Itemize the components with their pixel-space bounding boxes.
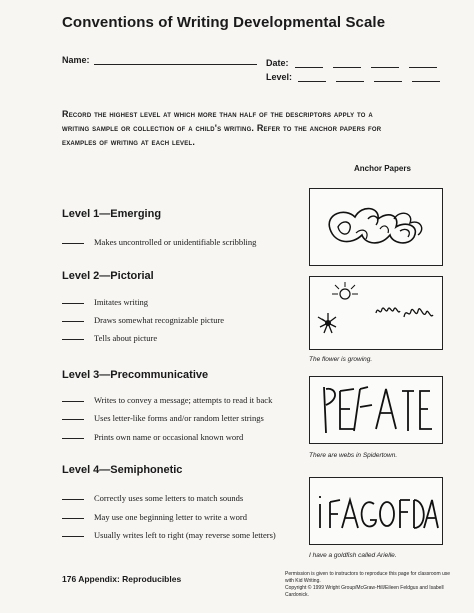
level-blank-2	[336, 72, 364, 82]
item-text: Tells about picture	[94, 333, 158, 343]
level-3-item-3	[62, 432, 243, 442]
level-2-heading: Level 2—Pictorial	[62, 270, 154, 282]
item-text: Writes to convey a message; attempts to read it back	[94, 395, 273, 405]
level-4-item-3	[62, 530, 276, 540]
check-blank	[62, 242, 84, 244]
check-blank	[62, 517, 84, 519]
check-blank	[62, 498, 84, 500]
level-4-item-1	[62, 493, 243, 503]
level-2-item-2	[62, 315, 224, 325]
name-field	[62, 54, 257, 65]
level-3-item-2	[62, 413, 264, 423]
level-1-heading: Level 1—Emerging	[62, 208, 162, 220]
scribble-drawing	[310, 189, 442, 265]
level-1-item-1	[62, 237, 256, 247]
check-blank	[62, 400, 84, 402]
copyright-notice	[285, 571, 455, 599]
item-text: Imitates writing	[94, 297, 149, 307]
check-blank	[62, 338, 84, 340]
copyright-line: Copyright © 1999 Wright Group/McGraw-Hill/Eileen Feldgus and Isabell Cardonick.	[285, 585, 444, 598]
date-blank-2	[333, 58, 361, 68]
anchor-caption-level-3: There are webs in Spidertown.	[309, 452, 398, 459]
check-blank	[62, 437, 84, 439]
check-blank	[62, 418, 84, 420]
level-blank-3	[374, 72, 402, 82]
level-4-item-2	[62, 512, 247, 522]
item-text: May use one beginning letter to write a word	[94, 512, 247, 522]
level-field	[266, 72, 440, 82]
anchor-paper-level-1	[309, 188, 443, 266]
item-text: Draws somewhat recognizable picture	[94, 315, 225, 325]
flower-drawing	[310, 277, 442, 349]
date-label: Date:	[266, 58, 289, 68]
item-text: Uses letter-like forms and/or random letter strings	[94, 413, 264, 423]
level-blank-4	[412, 72, 440, 82]
anchor-paper-level-2	[309, 276, 443, 350]
item-text: Correctly uses some letters to match sounds	[94, 493, 244, 503]
name-blank	[94, 54, 257, 65]
anchor-papers-heading: Anchor Papers	[354, 164, 411, 173]
instructions-text: Record the highest level at which more than half of the descriptors apply to a writing sample or collection of a child's writing. Refer to the anchor papers for examples of writing at each level.	[62, 109, 382, 147]
level-blank-1	[298, 72, 326, 82]
level-2-item-1	[62, 297, 148, 307]
check-blank	[62, 302, 84, 304]
semiphonetic-drawing	[310, 478, 442, 544]
item-text: Makes uncontrolled or unidentifiable scribbling	[94, 237, 257, 247]
date-field	[266, 58, 437, 68]
date-blank-1	[295, 58, 323, 68]
anchor-paper-level-3	[309, 376, 443, 444]
permission-line: Permission is given to instructors to reproduce this page for classroom use with Kid Writing.	[285, 571, 451, 584]
date-blank-4	[409, 58, 437, 68]
item-text: Prints own name or occasional known word	[94, 432, 244, 442]
level-3-item-1	[62, 395, 272, 405]
date-blank-3	[371, 58, 399, 68]
check-blank	[62, 320, 84, 322]
page-footer-label: 176 Appendix: Reproducibles	[62, 574, 182, 584]
name-label: Name:	[62, 55, 90, 65]
check-blank	[62, 535, 84, 537]
level-4-heading: Level 4—Semiphonetic	[62, 464, 183, 476]
level-3-heading: Level 3—Precommunicative	[62, 369, 209, 381]
anchor-caption-level-4: I have a goldfish called Arielle.	[309, 552, 397, 559]
level-2-item-3	[62, 333, 157, 343]
page-title: Conventions of Writing Developmental Scale	[62, 14, 386, 31]
anchor-caption-level-2: The flower is growing.	[309, 356, 373, 363]
anchor-paper-level-4	[309, 477, 443, 545]
item-text: Usually writes left to right (may reverse some letters)	[94, 530, 276, 540]
letter-forms-drawing	[310, 377, 442, 443]
level-label: Level:	[266, 72, 293, 82]
